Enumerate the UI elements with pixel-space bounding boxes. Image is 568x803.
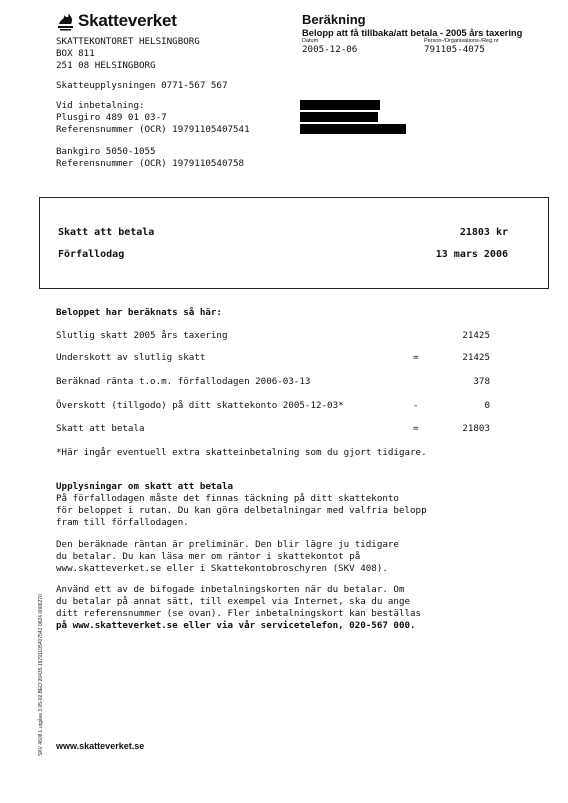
calc-row-label: Slutlig skatt 2005 års taxering [56, 330, 228, 341]
tax-due-amount: 21803 kr [459, 227, 508, 238]
calc-row-label: Underskott av slutlig skatt [56, 352, 206, 363]
info-paragraph-line: du betalar. Du kan läsa mer om räntor i skattekontot på [56, 551, 361, 562]
calc-row-value: 21425 [462, 330, 490, 341]
calc-row-sign: = [413, 423, 419, 434]
info-paragraph-line: ditt referensnummer (se ovan). Fler inbetalningskort kan beställas [56, 608, 422, 619]
pnr-value: 791105-4075 [424, 44, 485, 55]
calc-row-label: Skatt att betala [56, 423, 145, 434]
info-paragraph-line: du betalar på annat sätt, till exempel via Internet, ska du ange [56, 596, 411, 607]
sender-office: SKATTEKONTORET HELSINGBORG [56, 36, 200, 47]
plusgiro-number: Plusgiro 489 01 03-7 [56, 112, 167, 123]
due-date-value: 13 mars 2006 [435, 249, 508, 260]
redacted-name [300, 100, 380, 110]
bankgiro-block [56, 146, 244, 170]
calc-footnote: *Här ingår eventuell extra skatteinbetalning som du gjort tidigare. [56, 447, 427, 458]
calc-heading: Beloppet har beräknats så här: [56, 307, 222, 318]
redacted-street [300, 112, 378, 122]
calc-row-sign: - [413, 400, 419, 411]
sender-box: BOX 811 [56, 48, 95, 59]
calc-row-value: 21803 [462, 423, 490, 434]
brand-name: Skatteverket [78, 11, 177, 30]
redacted-city [300, 124, 406, 134]
calc-row-label: Överskott (tillgodo) på ditt skattekonto 2005-12-03* [56, 400, 344, 411]
date-value: 2005-12-06 [302, 44, 358, 55]
document-title: Beräkning [302, 12, 366, 27]
ocr-reference-2: Referensnummer (OCR) 1979110540758 [56, 158, 245, 169]
payment-cards-paragraph [56, 584, 421, 632]
form-code-vertical: SKV 4606 L utgåva 3 05-02 BEO 20435 19791105407541 0624 0006270 [38, 594, 44, 756]
tax-due-label: Skatt att betala [58, 227, 155, 238]
payment-block [56, 100, 250, 136]
crown-logo-icon [56, 10, 76, 32]
sender-address [56, 36, 200, 72]
footer-website: www.skatteverket.se [56, 741, 145, 751]
due-date-label: Förfallodag [58, 249, 125, 260]
date-label: Datum [302, 38, 319, 44]
info-paragraph-line: www.skatteverket.se eller i Skattekontobroschyren (SKV 408). [56, 563, 388, 574]
pnr-label: Person-/Organisations-/Reg.nr [424, 38, 499, 44]
calc-row-sign: = [413, 352, 419, 363]
calc-row-value: 0 [484, 400, 490, 411]
info-paragraph-line: Den beräknade räntan är preliminär. Den blir lägre ju tidigare [56, 539, 399, 550]
info-section [56, 481, 427, 529]
info-paragraph-line: på www.skatteverket.se eller via vår servicetelefon, 020-567 000. [56, 620, 416, 631]
document-subtitle: Belopp att få tillbaka/att betala - 2005 års taxering [302, 27, 523, 38]
calc-row-value: 21425 [462, 352, 490, 363]
info-paragraph-line: Använd ett av de bifogade inbetalningskorten när du betalar. Om [56, 584, 405, 595]
ocr-reference-1: Referensnummer (OCR) 19791105407541 [56, 124, 250, 135]
calc-row-label: Beräknad ränta t.o.m. förfallodagen 2006-03-13 [56, 376, 311, 387]
amount-due-box [39, 197, 549, 289]
info-heading: Upplysningar om skatt att betala [56, 481, 234, 492]
info-paragraph-line: för beloppet i rutan. Du kan göra delbetalningar med valfria belopp [56, 505, 427, 516]
tax-info-phone: Skatteupplysningen 0771-567 567 [56, 80, 228, 91]
bankgiro-number: Bankgiro 5050-1055 [56, 146, 156, 157]
sender-postal: 251 08 HELSINGBORG [56, 60, 156, 71]
skatteverket-logo [56, 10, 177, 32]
interest-paragraph [56, 539, 399, 575]
calc-row-value: 378 [473, 376, 490, 387]
payment-heading: Vid inbetalning: [56, 100, 145, 111]
info-paragraph-line: fram till förfallodagen. [56, 517, 189, 528]
info-paragraph-line: På förfallodagen måste det finnas täckning på ditt skattekonto [56, 493, 399, 504]
